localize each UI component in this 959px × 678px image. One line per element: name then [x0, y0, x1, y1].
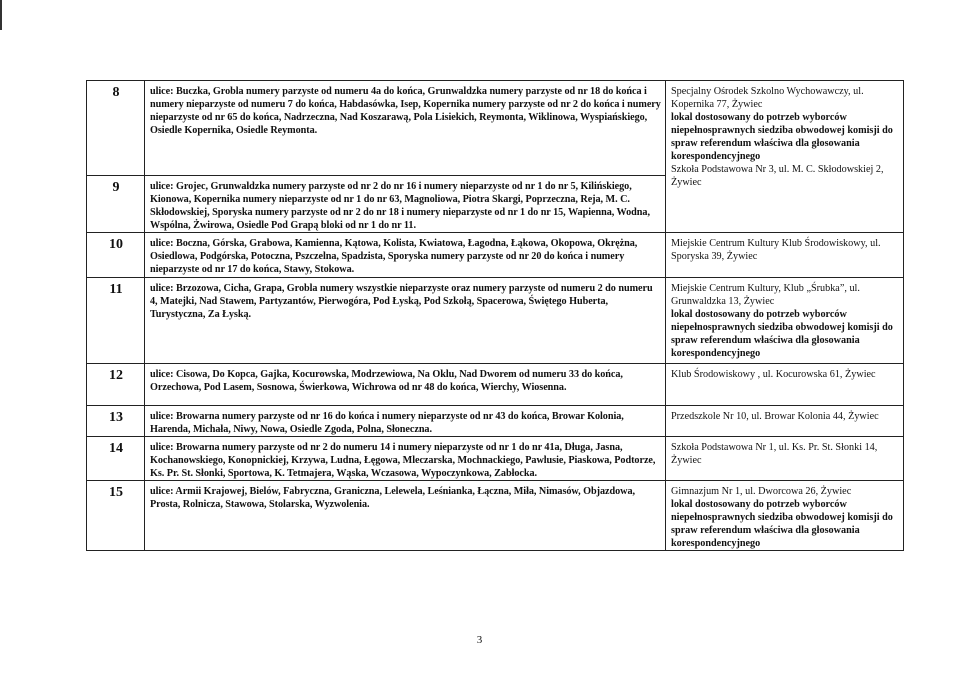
polling-station-address-2: Szkoła Podstawowa Nr 3, ul. M. C. Skłodowskiej 2, Żywiec — [671, 164, 884, 188]
polling-station-address: Miejskie Centrum Kultury, Klub „Śrubka”, ul. Grunwaldzka 13, Żywiec — [671, 283, 860, 307]
table-row — [87, 364, 904, 406]
district-number: 10 — [87, 233, 145, 278]
district-streets: ulice: Armii Krajowej, Bielów, Fabryczna, Graniczna, Lelewela, Leśnianka, Łączna, Miła, Nimasów, Objazdowa, Prosta, Rolnicza, Stawowa, Stolarska, Wyzwolenia. — [145, 481, 666, 551]
district-streets: ulice: Browarna numery parzyste od nr 2 do numeru 14 i numery nieparzyste od nr 1 do nr 41a, Długa, Jasna, Kochanowskiego, Konopnickiej, Krzywa, Ludna, Łęgowa, Mleczarska, Mochnackiego, Pawlusie, Piaskowa, Podtorze, Ks. Pr. St. Słonki, Sportowa, K. Tetmajera, Wąska, Wczasowa, Wypoczynkowa, Zabłocka. — [145, 437, 666, 481]
polling-station-address: Specjalny Ośrodek Szkolno Wychowawczy, ul. Kopernika 77, Żywiec — [671, 86, 864, 110]
polling-station — [666, 364, 904, 406]
table-row — [87, 233, 904, 278]
polling-station-address: Szkoła Podstawowa Nr 1, ul. Ks. Pr. St. Słonki 14, Żywiec — [671, 442, 878, 466]
polling-station — [666, 406, 904, 437]
polling-station — [666, 278, 904, 364]
district-number: 8 — [87, 81, 145, 176]
polling-station — [666, 81, 904, 233]
district-number: 15 — [87, 481, 145, 551]
polling-station — [666, 233, 904, 278]
polling-station-address: Miejskie Centrum Kultury Klub Środowiskowy, ul. Sporyska 39, Żywiec — [671, 238, 881, 262]
scan-edge-mark — [0, 0, 2, 30]
polling-station — [666, 437, 904, 481]
district-streets: ulice: Buczka, Grobla numery parzyste od numeru 4a do końca, Grunwaldzka numery parzyste od nr 18 do końca i numery nieparzyste od numeru 7 do końca, Habdasówka, Isep, Kopernika numery parzyste od nr 2 do końca i numery nieparzyste od nr 65 do końca, Nadrzeczna, Nad Koszarawą, Pola Lisiekich, Reymonta, Wiklinowa, Wyspiańskiego, Osiedle Kopernika, Osiedle Reymonta. — [145, 81, 666, 176]
table-row — [87, 437, 904, 481]
table-row — [87, 278, 904, 364]
polling-station-notes: lokal dostosowany do potrzeb wyborców niepełnosprawnych siedziba obwodowej komisji do spraw referendum właściwa dla głosowania korespondencyjnego — [671, 309, 893, 359]
district-streets: ulice: Grojec, Grunwaldzka numery parzyste od nr 2 do nr 16 i numery nieparzyste od nr 1 do nr 5, Kilińskiego, Kionowa, Kopernika numery nieparzyste od nr 1 do nr 63, Magnoliowa, Piotra Skargi, Poprzeczna, Reja, M. C. Skłodowskiej, Sporyska numery parzyste od nr 2 do nr 18 i numery nieparzyste od nr 1 do nr 15, Wapienna, Wodna, Wspólna, Żwirowa, Osiedle Pod Grapą bloki od nr 1 do nr 11. — [145, 176, 666, 233]
polling-station-address: Przedszkole Nr 10, ul. Browar Kolonia 44, Żywiec — [671, 411, 879, 422]
table-row — [87, 406, 904, 437]
page-number: 3 — [476, 634, 483, 646]
table-row — [87, 481, 904, 551]
district-streets: ulice: Browarna numery parzyste od nr 16 do końca i numery nieparzyste od nr 43 do końca, Browar Kolonia, Harenda, Michała, Niwy, Nowa, Osiedle Zgoda, Polna, Słoneczna. — [145, 406, 666, 437]
polling-station — [666, 481, 904, 551]
district-number: 12 — [87, 364, 145, 406]
district-streets: ulice: Boczna, Górska, Grabowa, Kamienna, Kątowa, Kolista, Kwiatowa, Łagodna, Łąkowa, Okopowa, Okrężna, Osiedlowa, Podgórska, Potoczna, Pszczelna, Spadzista, Sporyska numery parzyste od nr 20 do końca i numery nieparzyste od nr 17 do końca, Stawy, Stokowa. — [145, 233, 666, 278]
district-streets: ulice: Cisowa, Do Kopca, Gajka, Kocurowska, Modrzewiowa, Na Oklu, Nad Dworem od numeru 33 do końca, Orzechowa, Pod Lasem, Sosnowa, Świerkowa, Wichrowa od nr 48 do końca, Wierchy, Wiosenna. — [145, 364, 666, 406]
district-streets: ulice: Brzozowa, Cicha, Grapa, Grobla numery wszystkie nieparzyste oraz numery parzyste od numeru 2 do numeru 4, Matejki, Nad Stawem, Partyzantów, Pierwogóra, Pod Łyską, Pod Szkołą, Spacerowa, Świętego Huberta, Turystyczna, Za Łyską. — [145, 278, 666, 364]
voting-districts-table — [86, 80, 904, 551]
polling-station-notes: lokal dostosowany do potrzeb wyborców niepełnosprawnych siedziba obwodowej komisji do spraw referendum właściwa dla głosowania korespondencyjnego — [671, 112, 893, 162]
table-row — [87, 81, 904, 176]
polling-station-notes: lokal dostosowany do potrzeb wyborców niepełnosprawnych siedziba obwodowej komisji do spraw referendum właściwa dla głosowania korespondencyjnego — [671, 499, 893, 549]
district-number: 11 — [87, 278, 145, 364]
district-number: 13 — [87, 406, 145, 437]
district-number: 14 — [87, 437, 145, 481]
district-number: 9 — [87, 176, 145, 233]
polling-station-address: Gimnazjum Nr 1, ul. Dworcowa 26, Żywiec — [671, 486, 852, 497]
polling-station-address: Klub Środowiskowy , ul. Kocurowska 61, Żywiec — [671, 369, 876, 380]
